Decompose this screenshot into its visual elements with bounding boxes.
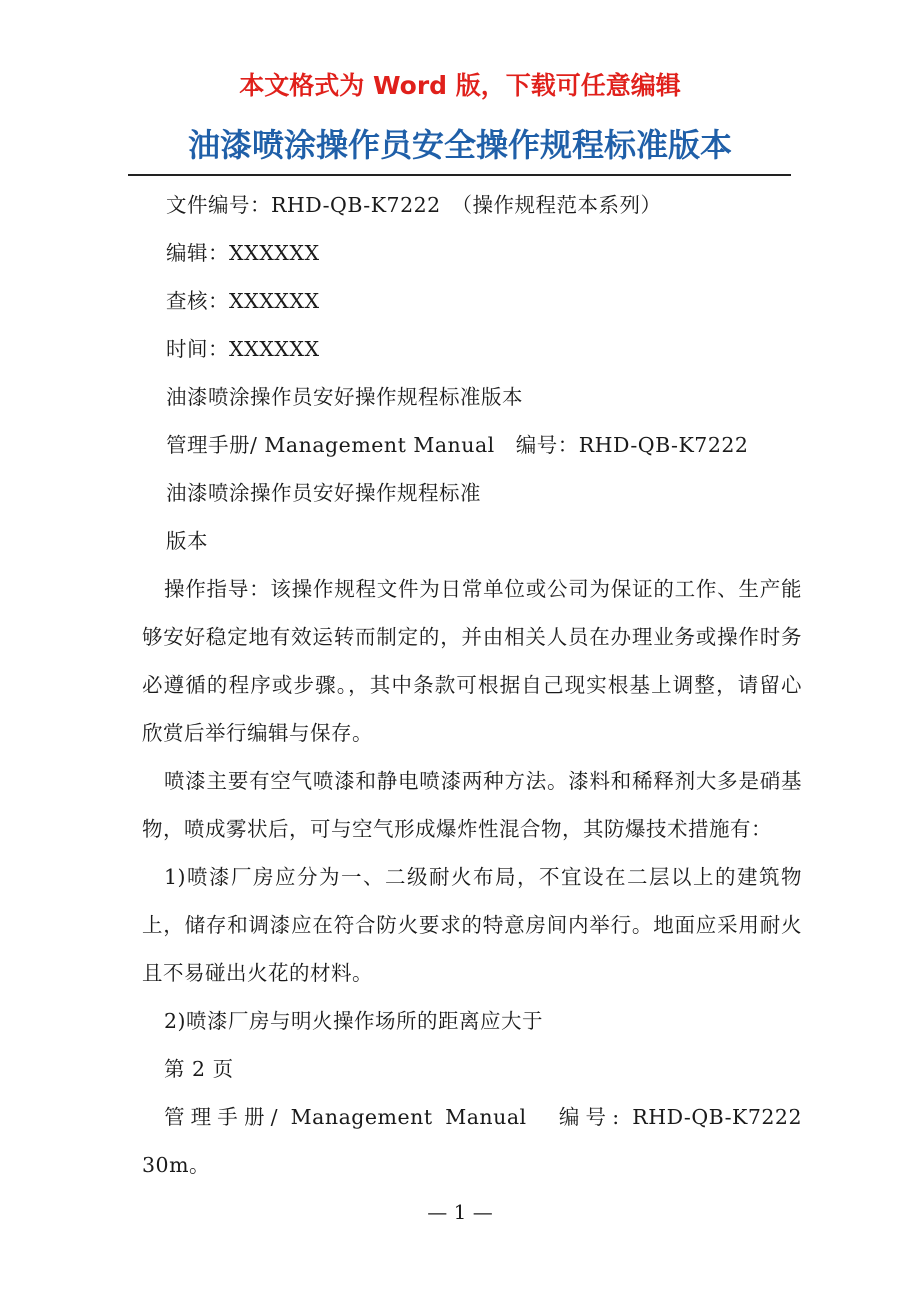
page-number: — 1 —: [427, 1200, 493, 1224]
document-title: 油漆喷涂操作员安全操作规程标准版本: [187, 126, 732, 164]
reviewer-line: 查核：XXXXXX: [166, 289, 320, 313]
page-label: 第 2 页: [164, 1057, 234, 1081]
document-body: [142, 181, 810, 1189]
manual-header-line: 管理手册/ Management Manual 编号：RHD-QB-K7222: [166, 433, 749, 457]
standard-title-line: 油漆喷涂操作员安好操作规程标准: [166, 481, 481, 505]
title-divider: [128, 174, 791, 176]
manual-footer-line: 管理手册/ Management Manual 编号: RHD-QB-K7222 30m。: [142, 1105, 810, 1177]
rule-item-2: 2)喷漆厂房与明火操作场所的距离应大于: [164, 1009, 544, 1033]
download-notice: 本文格式为 Word 版，下载可任意编辑: [239, 71, 681, 100]
subtitle-line: 油漆喷涂操作员安好操作规程标准版本: [166, 385, 523, 409]
editor-line: 编辑：XXXXXX: [166, 241, 320, 265]
version-line: 版本: [166, 529, 208, 553]
intro-paragraph: 喷漆主要有空气喷漆和静电喷漆两种方法。漆料和稀释剂大多是硝基物，喷成雾状后，可与空气形成爆炸性混合物，其防爆技术措施有：: [142, 769, 802, 841]
time-line: 时间：XXXXXX: [166, 337, 320, 361]
rule-item-1: 1)喷漆厂房应分为一、二级耐火布局，不宜设在二层以上的建筑物上，储存和调漆应在符合防火要求的特意房间内举行。地面应采用耐火且不易碰出火花的材料。: [142, 865, 802, 985]
guidance-paragraph: 操作指导：该操作规程文件为日常单位或公司为保证的工作、生产能够安好稳定地有效运转而制定的，并由相关人员在办理业务或操作时务必遵循的程序或步骤。，其中条款可根据自己现实根基上调整，请留心欣赏后举行编辑与保存。: [142, 577, 802, 745]
doc-number: 文件编号：RHD-QB-K7222 （操作规程范本系列）: [166, 193, 662, 217]
